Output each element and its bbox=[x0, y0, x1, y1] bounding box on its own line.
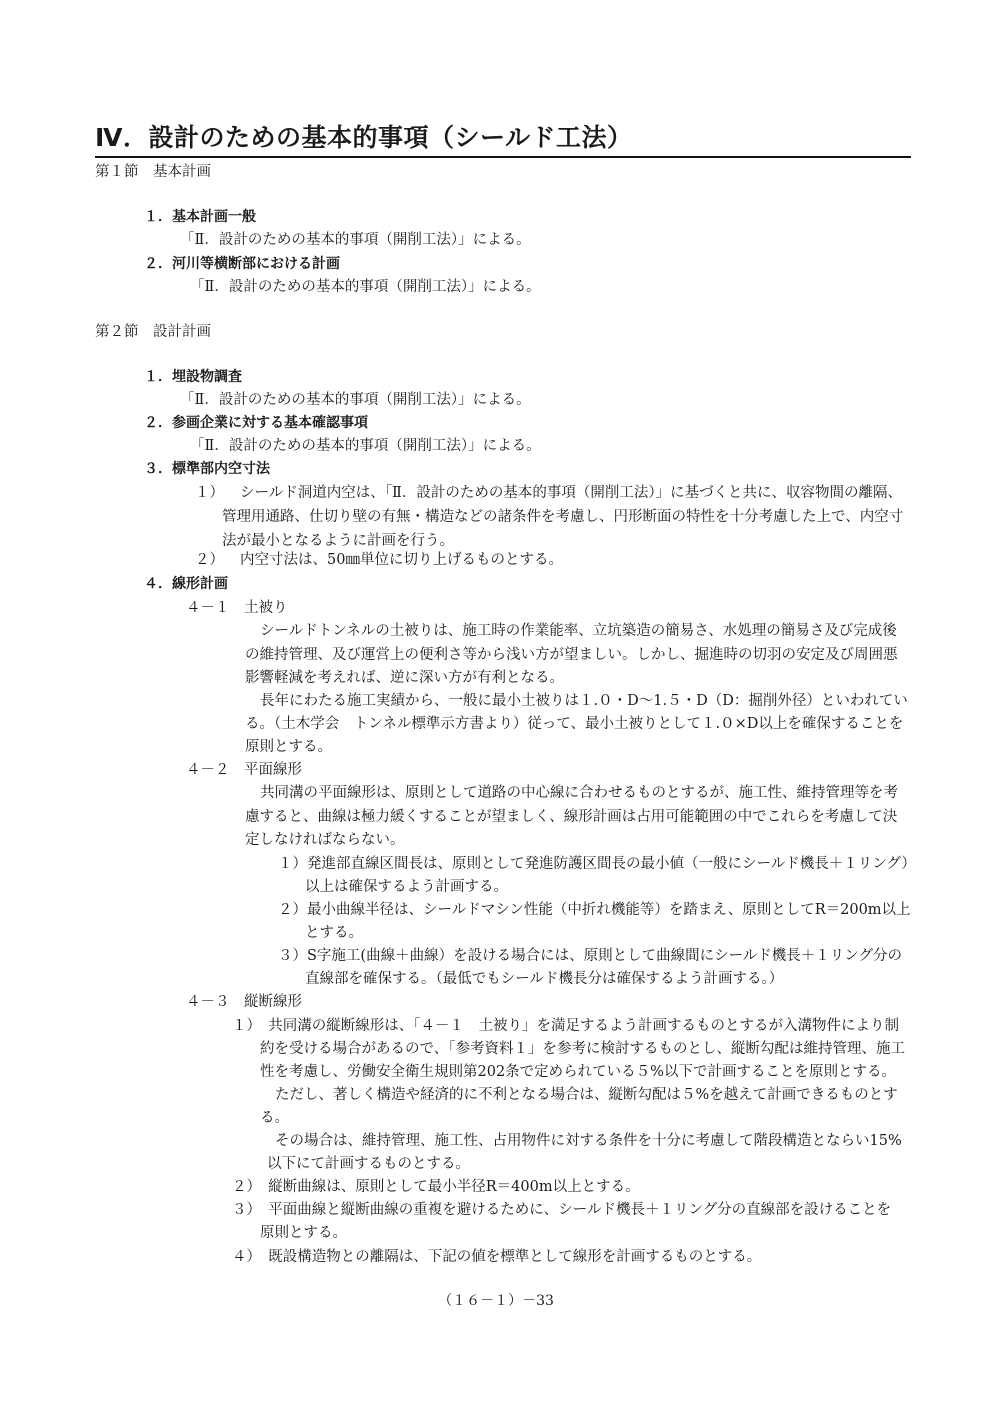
item-heading: ２．参画企業に対する基本確認事項 bbox=[144, 415, 368, 431]
paragraph-line: その場合は、維持管理、施工性、占用物件に対する条件を十分に考慮して階段構造とならい15% bbox=[275, 1133, 902, 1149]
page-number: （１６－１）－33 bbox=[438, 1293, 554, 1309]
item-heading: １．基本計画一般 bbox=[144, 209, 256, 225]
subsection-heading: ４－３ 縦断線形 bbox=[186, 994, 302, 1010]
paragraph-line: 管理用通路、仕切り壁の有無・構造などの諸条件を考慮し、円形断面の特性を十分考慮した上で、内空寸 bbox=[222, 509, 904, 525]
list-line: ２）最小曲線半径は、シールドマシン性能（中折れ機能等）を踏まえ、原則としてR＝200m以上 bbox=[278, 902, 911, 918]
paragraph-number: １） bbox=[195, 485, 224, 501]
paragraph-line: 慮すると、曲線は極力緩くすることが望ましく、線形計画は占用可能範囲の中でこれらを考慮して決 bbox=[245, 809, 898, 825]
list-line: 直線部を確保する。（最低でもシールド機長分は確保するよう計画する。） bbox=[305, 971, 784, 987]
item-text: 「Ⅱ．設計のための基本的事項（開削工法）」による。 bbox=[190, 279, 541, 295]
paragraph-number: ２） bbox=[195, 552, 224, 568]
paragraph-line: ただし、著しく構造や経済的に不利となる場合は、縦断勾配は５%を越えて計画できるものとす bbox=[275, 1087, 898, 1103]
paragraph-line: シールド洞道内空は、「Ⅱ．設計のための基本的事項（開削工法）」に基づくと共に、収容物間の離隔、 bbox=[240, 485, 903, 501]
paragraph-line: 内空寸法は、50㎜単位に切り上げるものとする。 bbox=[240, 552, 563, 568]
list-line: とする。 bbox=[305, 925, 363, 941]
section-heading-2: 第２節 設計計画 bbox=[95, 324, 211, 340]
paragraph-line: 影響軽減を考えれば、逆に深い方が有利となる。 bbox=[245, 670, 564, 686]
paragraph-line: シールドトンネルの土被りは、施工時の作業能率、立坑築造の簡易さ、水処理の簡易さ及び完成後 bbox=[260, 623, 897, 639]
item-text: 「Ⅱ．設計のための基本的事項（開削工法）」による。 bbox=[180, 392, 531, 408]
list-line: １）発進部直線区間長は、原則として発進防護区間長の最小値（一般にシールド機長＋１リング） bbox=[278, 856, 916, 872]
item-heading: １．埋設物調査 bbox=[144, 369, 242, 385]
paragraph-line: る。 bbox=[260, 1110, 289, 1126]
paragraph-line: ３） 平面曲線と縦断曲線の重複を避けるために、シールド機長＋１リング分の直線部を設けることを bbox=[232, 1202, 892, 1218]
list-line: ３）S字施工(曲線＋曲線）を設ける場合には、原則として曲線間にシールド機長＋１リング分の bbox=[278, 948, 903, 964]
item-heading: ４．線形計画 bbox=[144, 576, 228, 592]
item-text: 「Ⅱ．設計のための基本的事項（開削工法）」による。 bbox=[180, 232, 531, 248]
paragraph-line: 共同溝の平面線形は、原則として道路の中心線に合わせるものとするが、施工性、維持管理等を考 bbox=[260, 785, 898, 801]
item-heading: ２．河川等横断部における計画 bbox=[144, 256, 340, 272]
paragraph-line: １） 共同溝の縦断線形は、「４－１ 土被り」を満足するよう計画するものとするが入溝物件により制 bbox=[232, 1018, 899, 1034]
item-heading: ３．標準部内空寸法 bbox=[144, 461, 270, 477]
page-title: Ⅳ．設計のための基本的事項（シールド工法） bbox=[95, 118, 911, 158]
list-line: 以上は確保するよう計画する。 bbox=[305, 879, 508, 895]
paragraph-line: 原則とする。 bbox=[260, 1225, 347, 1241]
paragraph-line: 定しなければならない。 bbox=[245, 832, 405, 848]
subsection-heading: ４－２ 平面線形 bbox=[186, 762, 302, 778]
paragraph-line: 法が最小となるように計画を行う。 bbox=[222, 533, 454, 549]
paragraph-line: ４） 既設構造物との離隔は、下記の値を標準として線形を計画するものとする。 bbox=[232, 1249, 762, 1265]
paragraph-line: の維持管理、及び運営上の便利さ等から浅い方が望ましい。しかし、掘進時の切羽の安定及び周囲悪 bbox=[245, 647, 898, 663]
item-text: 「Ⅱ．設計のための基本的事項（開削工法）」による。 bbox=[190, 438, 541, 454]
subsection-heading: ４－１ 土被り bbox=[186, 600, 288, 616]
paragraph-line: 約を受ける場合があるので、「参考資料１」を参考に検討するものとし、縦断勾配は維持管理、施工 bbox=[260, 1041, 905, 1057]
section-heading-1: 第１節 基本計画 bbox=[95, 164, 211, 180]
paragraph-line: 原則とする。 bbox=[245, 739, 332, 755]
paragraph-line: 長年にわたる施工実績から、一般に最小土被りは１.０・D～1.５・D（D：掘削外径）といわれてい bbox=[260, 693, 908, 709]
paragraph-line: る。（土木学会 トンネル標準示方書より）従って、最小土被りとして１.０×D以上を確保することを bbox=[245, 716, 904, 732]
paragraph-line: 以下にて計画するものとする。 bbox=[267, 1156, 470, 1172]
paragraph-line: 性を考慮し、労働安全衛生規則第202条で定められている５%以下で計画することを原則とする。 bbox=[260, 1064, 896, 1080]
paragraph-line: ２） 縦断曲線は、原則として最小半径R＝400m以上とする。 bbox=[232, 1179, 640, 1195]
